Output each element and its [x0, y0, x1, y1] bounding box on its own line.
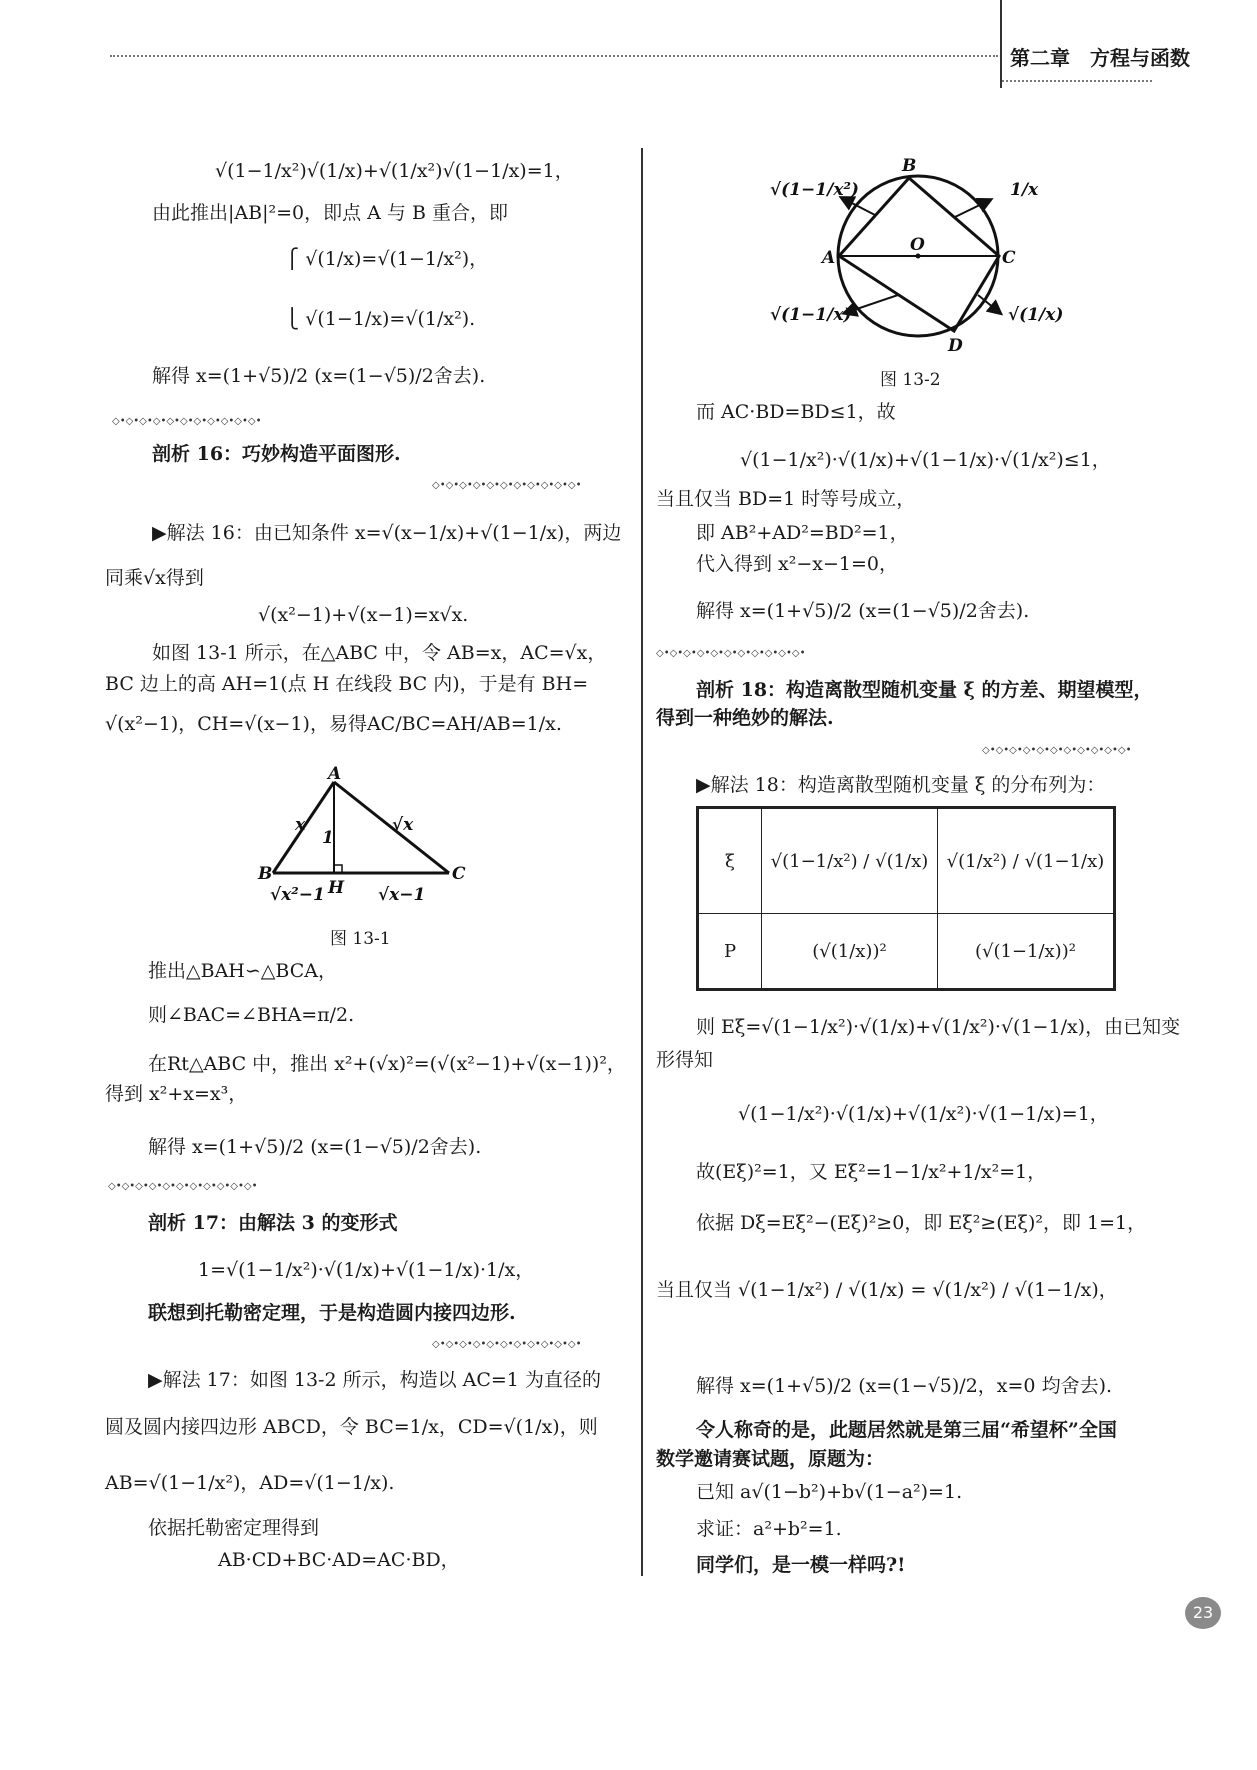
- paragraph: 求证：a²+b²=1.: [696, 1518, 842, 1540]
- paragraph: 代入得到 x²−x−1=0，: [696, 553, 899, 575]
- ornament-divider: [982, 745, 1162, 755]
- center-label-o: O: [910, 235, 925, 255]
- equation: √(1−1/x²)·√(1/x)+√(1−1/x)·√(1/x²)≤1，: [740, 449, 1111, 471]
- vertex-label-c: C: [452, 864, 466, 884]
- equation: √(x²−1)+√(x−1)=x√x.: [258, 604, 469, 626]
- paragraph: 则 Eξ=√(1−1/x²)·√(1/x)+√(1/x²)·√(1−1/x)，由已知变: [696, 1016, 1181, 1038]
- table-cell: √(1/x²) / √(1−1/x): [937, 808, 1114, 914]
- paragraph: 而 AC·BD=BD≤1，故: [696, 401, 896, 423]
- paragraph: BC 边上的高 AH=1(点 H 在线段 BC 内)，于是有 BH=: [105, 673, 589, 695]
- paragraph: 当且仅当 √(1−1/x²) / √(1/x) = √(1/x²) / √(1−1/x)，: [656, 1279, 1118, 1301]
- header-dotted-rule: [110, 55, 998, 57]
- header-divider: [1000, 0, 1002, 88]
- table-cell: √(1−1/x²) / √(1/x): [762, 808, 938, 914]
- solution-line: 解得 x=(1+√5)/2 (x=(1−√5)/2舍去).: [148, 1136, 482, 1158]
- ornament-divider: [432, 480, 612, 490]
- table-header-cell: ξ: [698, 808, 762, 914]
- analysis-heading: 剖析 16：巧妙构造平面图形.: [152, 443, 401, 465]
- solution-line: 解得 x=(1+√5)/2 (x=(1−√5)/2舍去).: [696, 600, 1030, 622]
- ornament-divider: [108, 1181, 288, 1191]
- paragraph: 得到一种绝妙的解法.: [656, 707, 834, 729]
- equation: 1=√(1−1/x²)·√(1/x)+√(1−1/x)·1/x，: [198, 1259, 535, 1281]
- side-label-bc: 1/x: [1010, 180, 1039, 200]
- paragraph: 圆及圆内接四边形 ABCD，令 BC=1/x，CD=√(1/x)，则: [105, 1416, 598, 1438]
- ornament-divider: [112, 416, 292, 426]
- paragraph: 由此推出|AB|²=0，即点 A 与 B 重合，即: [152, 202, 508, 224]
- paragraph: 在Rt△ABC 中，推出 x²+(√x)²=(√(x²−1)+√(x−1))²，: [148, 1053, 626, 1075]
- paragraph: 联想到托勒密定理，于是构造圆内接四边形.: [148, 1302, 516, 1324]
- vertex-label-b: B: [902, 156, 917, 176]
- analysis-heading: 剖析 18：构造离散型随机变量 ξ 的方差、期望模型，: [696, 679, 1153, 701]
- chapter-title: 第二章 方程与函数: [1010, 46, 1190, 70]
- method-heading: ▶解法 16：由已知条件 x=√(x−1/x)+√(1−1/x)，两边: [152, 522, 622, 544]
- paragraph: 如图 13-1 所示，在△ABC 中，令 AB=x，AC=√x，: [152, 642, 607, 664]
- solution-line: 解得 x=(1+√5)/2 (x=(1−√5)/2，x=0 均舍去).: [696, 1375, 1113, 1397]
- side-label-ab: √(1−1/x²): [770, 180, 859, 200]
- paragraph: 已知 a√(1−b²)+b√(1−a²)=1.: [696, 1481, 963, 1503]
- vertex-label-d: D: [948, 336, 963, 355]
- ornament-divider: [656, 648, 836, 658]
- equation: AB·CD+BC·AD=AC·BD，: [218, 1549, 460, 1571]
- paragraph: 即 AB²+AD²=BD²=1，: [696, 522, 909, 544]
- figure-caption: 图 13-2: [880, 370, 941, 390]
- figure-13-2-circle: [770, 155, 1070, 355]
- vertex-label-c: C: [1002, 248, 1016, 268]
- paragraph: 依据托勒密定理得到: [148, 1517, 320, 1539]
- method-heading: ▶解法 17：如图 13-2 所示，构造以 AC=1 为直径的: [148, 1369, 601, 1391]
- paragraph: 故(Eξ)²=1，又 Eξ²=1−1/x²+1/x²=1，: [696, 1161, 1047, 1183]
- solution-line: 解得 x=(1+√5)/2 (x=(1−√5)/2舍去).: [152, 365, 486, 387]
- paragraph: 则∠BAC=∠BHA=π/2.: [148, 1004, 355, 1026]
- paragraph: 得到 x²+x=x³，: [105, 1083, 248, 1105]
- paragraph: 当且仅当 BD=1 时等号成立，: [656, 488, 916, 510]
- ornament-divider: [432, 1339, 612, 1349]
- distribution-table: [696, 806, 1116, 991]
- column-divider: [641, 148, 643, 1576]
- paragraph: 令人称奇的是，此题居然就是第三届“希望杯”全国: [696, 1419, 1117, 1441]
- equation: √(1−1/x²)·√(1/x)+√(1/x²)·√(1−1/x)=1，: [738, 1103, 1109, 1125]
- figure-13-1-triangle: [250, 765, 480, 910]
- paragraph: 依据 Dξ=Eξ²−(Eξ)²≥0，即 Eξ²≥(Eξ)²，即 1=1，: [696, 1212, 1147, 1234]
- equation-system-line: ⎩ √(1−1/x)=√(1/x²).: [285, 308, 476, 330]
- equation-system-line: ⎧ √(1/x)=√(1−1/x²)，: [285, 248, 489, 270]
- side-label-cd: √(1/x): [1008, 305, 1064, 325]
- paragraph: AB=√(1−1/x²)，AD=√(1−1/x).: [105, 1472, 395, 1494]
- table-header-cell: P: [698, 914, 762, 990]
- paragraph: 同乘√x得到: [105, 567, 204, 589]
- table-row-p: [698, 914, 1115, 990]
- paragraph: 同学们，是一模一样吗?!: [696, 1554, 906, 1576]
- header-dotted-rule-right: [1002, 80, 1152, 82]
- page-number-badge: 23: [1185, 1597, 1221, 1629]
- vertex-label-h: H: [328, 878, 345, 898]
- segment-label-bh: √x²−1: [270, 885, 325, 905]
- side-label-ad: √(1−1/x): [770, 305, 852, 325]
- equation: √(1−1/x²)√(1/x)+√(1/x²)√(1−1/x)=1，: [215, 160, 574, 182]
- analysis-heading: 剖析 17：由解法 3 的变形式: [148, 1212, 398, 1234]
- method-heading: ▶解法 18：构造离散型随机变量 ξ 的分布列为：: [696, 774, 1106, 796]
- table-cell: (√(1−1/x))²: [937, 914, 1114, 990]
- table-cell: (√(1/x))²: [762, 914, 938, 990]
- paragraph: √(x²−1)，CH=√(x−1)，易得AC/BC=AH/AB=1/x.: [105, 713, 562, 735]
- figure-caption: 图 13-1: [330, 929, 391, 949]
- paragraph: 数学邀请赛试题，原题为：: [656, 1448, 885, 1470]
- side-label-ac: √x: [392, 815, 414, 835]
- vertex-label-b: B: [258, 864, 273, 884]
- segment-label-hc: √x−1: [378, 885, 426, 905]
- paragraph: 推出△BAH∽△BCA，: [148, 960, 337, 982]
- paragraph: 形得知: [656, 1049, 714, 1071]
- vertex-label-a: A: [822, 248, 836, 268]
- height-label: 1: [322, 828, 334, 848]
- side-label-ab: x: [295, 815, 306, 835]
- vertex-label-a: A: [328, 765, 342, 784]
- table-row-xi: [698, 808, 1115, 914]
